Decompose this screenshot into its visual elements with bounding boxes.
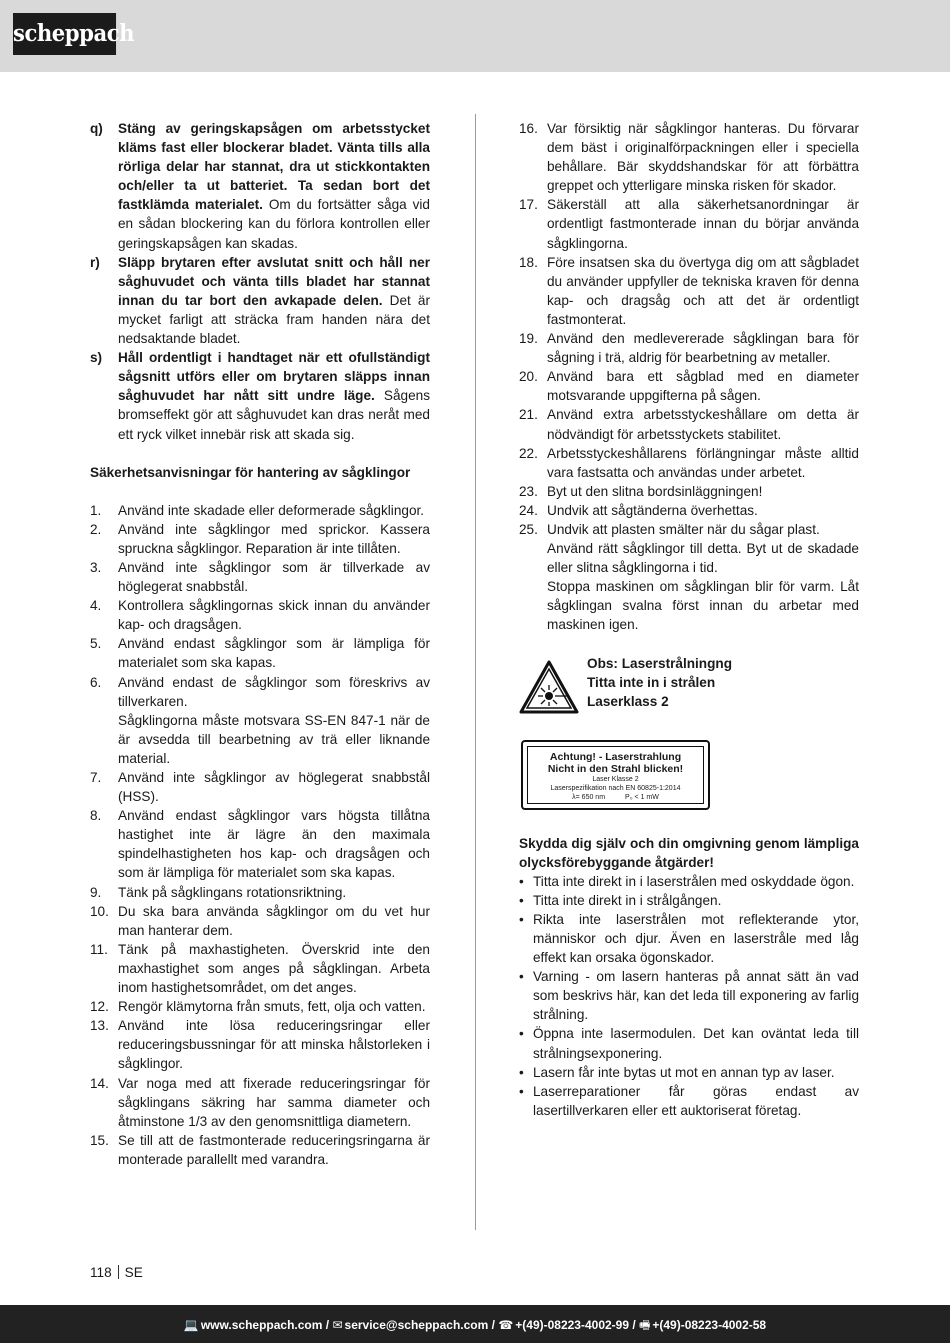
- bullet-item: • Titta inte direkt in i laserstrålen med oskyddade ögon.: [519, 873, 855, 889]
- page-number: 118 SE: [90, 1265, 143, 1280]
- list-item: 20. Använd bara ett sågblad med en diameter motsvarande uppgifterna på sågen.: [519, 369, 859, 404]
- fax-icon: 🖷: [639, 1318, 651, 1332]
- list-item: 19. Använd den medlevererade sågklingan bara för sågning i trä, aldrig för bearbetning av metaller.: [519, 331, 859, 366]
- list-item: r) Släpp brytaren efter avslutat snitt och håll ner såghuvudet och vänta tills bladet har stannat innan du tar bort den avkapade delen. Det är mycket farligt att sträcka fram handen nära det nedsaktande bladet.: [90, 254, 431, 347]
- page-header: [0, 0, 950, 72]
- list-item: 23. Byt ut den slitna bordsinläggningen!: [519, 483, 763, 499]
- list-item: 6. Använd endast de sågklingor som föreskrivs av tillverkaren. Sågklingorna måste motsvara SS-EN 847-1 när de är avsedda till bearbetning av trä eller liknande material.: [90, 674, 430, 766]
- list-item: 12. Rengör klämytorna från smuts, fett, olja och vatten.: [90, 999, 426, 1015]
- right-column: [519, 119, 859, 1120]
- list-item: 21. Använd extra arbetsstyckeshållare om detta är nödvändigt för arbetsstyckets stabilitet.: [519, 407, 859, 442]
- bullet-item: • Lasern får inte bytas ut mot en annan typ av laser.: [519, 1064, 835, 1080]
- list-item: 22. Arbetsstyckeshållarens förlängningar måste alltid vara fastsatta och användas under arbetet.: [519, 445, 859, 480]
- list-item: 14. Var noga med att fixerade reduceringsringar för sågklingans säkring har samma diameter och åtminstone 1/3 av den genomsnittliga diametern.: [90, 1075, 430, 1129]
- brand-logo: scheppach: [13, 13, 116, 55]
- bullet-item: • Laserreparationer får göras endast av lasertillverkaren eller ett auktoriserat företag.: [519, 1083, 859, 1118]
- list-item: 3. Använd inte sågklingor som är tillverkade av höglegerat snabbstål.: [90, 559, 430, 595]
- list-item: q) Stäng av geringskapsågen om arbetsstycket kläms fast eller blockerar bladet. Vänta tills alla rörliga delar har stannat, dra ut stickkontakten och/eller ta ut batteriet. Ta sedan bort det fastklämda materialet. Om du fortsätter såga vid en sådan blockering kan du förlora kontrollen eller geringskapsågen kan skadas.: [90, 121, 430, 251]
- list-item: 11. Tänk på maxhastigheten. Överskrid inte den maxhastighet som anges på sågklingan. Arbeta inom hastighetsområdet, om det anges.: [90, 941, 430, 996]
- list-item: 25. Undvik att plasten smälter när du sågar plast. Använd rätt sågklingor till detta. Byt ut de skadade eller slitna sågklingorna i tid. Stoppa maskinen om sågklingan blir för varm. Låt sågklingan svalna först innan du arbetar med maskinen igen.: [519, 521, 859, 633]
- list-item: 10. Du ska bara använda sågklingor om du vet hur man hanterar dem.: [90, 903, 430, 938]
- fax-number: +(49)-08223-4002-58: [652, 1318, 767, 1332]
- page-footer: 💻 www.scheppach.com / ✉ service@scheppach.com / ☎ +(49)-08223-4002-99 / 🖷 +(49)-08223-4002-58: [0, 1305, 950, 1343]
- phone-icon: ☎: [498, 1318, 514, 1332]
- section-heading: Säkerhetsanvisningar för hantering av sågklingor: [90, 464, 411, 480]
- laser-warning: [519, 654, 859, 834]
- list-item: 5. Använd endast sågklingor som är lämpliga för materialet som ska kapas.: [90, 636, 430, 671]
- list-item: 1. Använd inte skadade eller deformerade sågklingor.: [90, 502, 425, 518]
- list-item: 16. Var försiktig när sågklingor hanteras. Du förvarar dem bäst i originalförpackningen eller i speciella behållare. Bär skyddshandskar för att förbättra greppet och ytterligare minska risken för skador.: [519, 121, 859, 194]
- bullet-item: • Rikta inte laserstrålen mot reflekterande ytor, människor och djur. Även en laserstråle med låg effekt kan orsaka ögonskador.: [519, 911, 859, 966]
- list-item: 2. Använd inte sågklingor med sprickor. Kassera spruckna sågklingor. Reparation är inte tillåten.: [90, 521, 430, 556]
- list-item: 13. Använd inte lösa reduceringsringar eller reduceringsbussningar för att minska hålstorleken i sågklingor.: [90, 1018, 430, 1072]
- laser-class-label: Achtung! - Laserstrahlung Nicht in den Strahl blicken! Laser Klasse 2 Laserspezifikation nach EN 60825-1:2014 λ= 650 nm P₀ < 1 mW: [521, 740, 710, 810]
- list-item: 9. Tänk på sågklingans rotationsriktning.: [90, 884, 347, 900]
- bullet-item: • Öppna inte lasermodulen. Det kan oväntat leda till strålningsexponering.: [519, 1026, 859, 1061]
- list-item: 8. Använd endast sågklingor vars högsta tillåtna hastighet inte är lägre än den maximala spindelhastigheten hos kap- och dragsågen och som är lämpliga för materialet som ska kapas.: [90, 808, 430, 881]
- protection-heading: Skydda dig själv och din omgivning genom lämpliga olycksförebyggande åtgärder!: [519, 835, 859, 870]
- computer-icon: 💻: [183, 1318, 199, 1332]
- list-item: 15. Se till att de fastmonterade reduceringsringarna är monterade parallellt med varandra.: [90, 1132, 430, 1167]
- list-item: 7. Använd inte sågklingor av höglegerat snabbstål (HSS).: [90, 770, 430, 805]
- list-item: s) Håll ordentligt i handtaget när ett ofullständigt sågsnitt utförs eller om brytaren släpps innan såghuvudet har nått sitt undre läge. Sågens bromseffekt gör att såghuvudet kan dras neråt med ett ryck vilket innebär risk att skada sig.: [90, 350, 430, 442]
- website-link[interactable]: www.scheppach.com: [200, 1318, 323, 1332]
- list-item: 24. Undvik att sågtänderna överhettas.: [519, 502, 758, 518]
- list-item: 4. Kontrollera sågklingornas skick innan du använder kap- och dragsågen.: [90, 598, 430, 633]
- column-divider: [475, 114, 476, 1230]
- bullet-item: • Titta inte direkt in i strålgången.: [519, 892, 722, 908]
- email-link[interactable]: service@scheppach.com: [344, 1318, 489, 1332]
- laser-caption: Obs: Laserstrålningng Titta inte in i strålen Laserklass 2: [587, 655, 733, 709]
- list-item: 18. Före insatsen ska du övertyga dig om att sågbladet du använder uppfyller de tekniska kraven för denna kap- och dragsåg och att det är ordentligt fastmonterat.: [519, 254, 859, 327]
- laser-hazard-icon: [519, 660, 579, 714]
- list-item: 17. Säkerställ att alla säkerhetsanordningar är ordentligt fastmonterade innan du börjar använda sågklingorna.: [519, 197, 859, 251]
- left-column: [90, 119, 430, 1169]
- phone-number: +(49)-08223-4002-99: [515, 1318, 630, 1332]
- bullet-item: • Varning - om lasern hanteras på annat sätt än vad som beskrivs här, kan det leda till exponering av farlig strålning.: [519, 969, 859, 1023]
- mail-icon: ✉: [332, 1318, 343, 1332]
